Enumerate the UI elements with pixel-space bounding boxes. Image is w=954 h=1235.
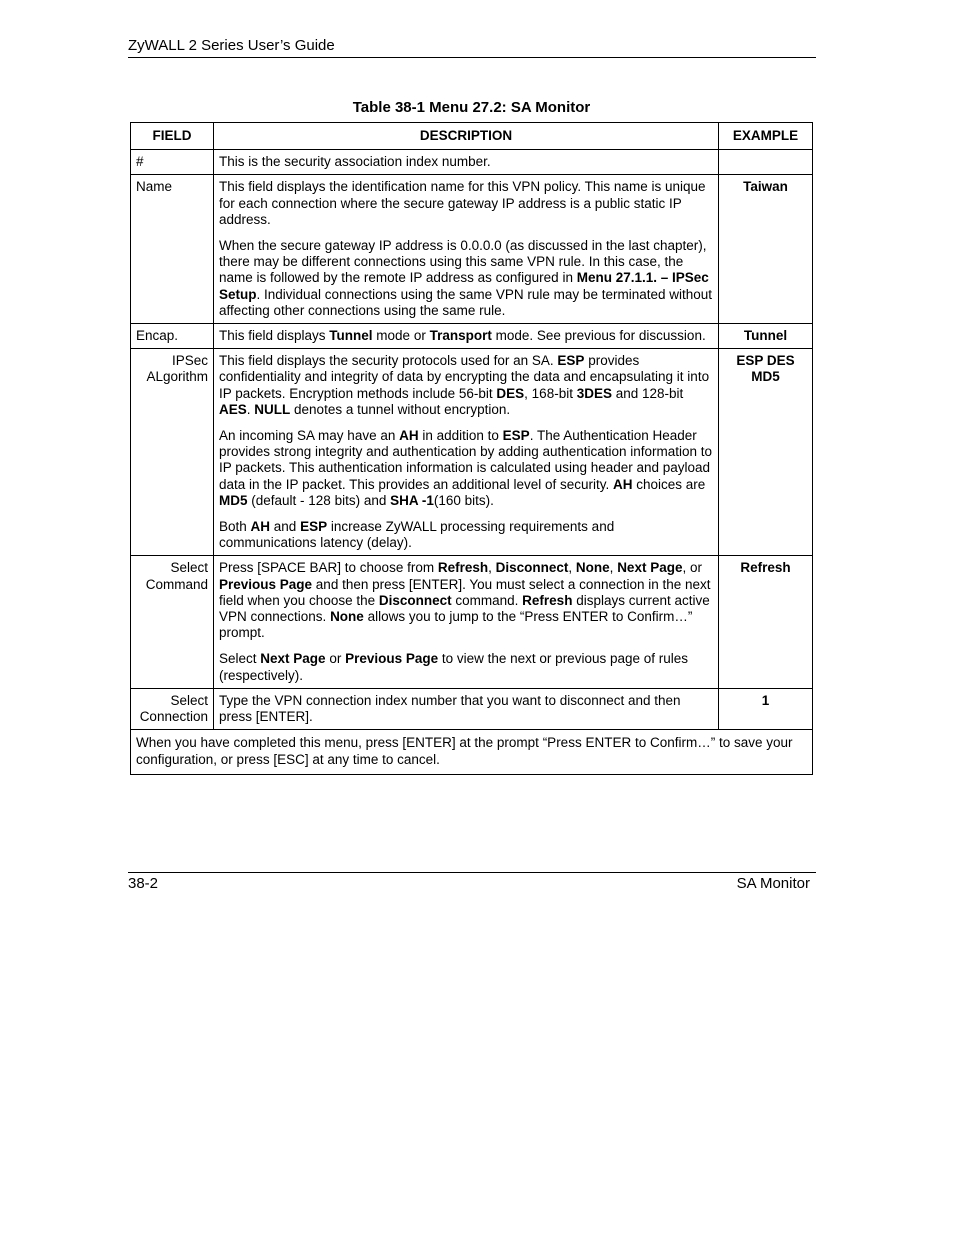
table-row: [131, 688, 813, 729]
description-text: When the secure gateway IP address is 0.0.0.0 (as discussed in the last chapter), there may be different connections using this same VPN rule. In this case, the name is followed by the remote IP address as configured in Menu 27.1.1. – IPSec Setup. Individual connections using the same VPN rule may be terminated without affecting other connections using the same rule.: [219, 238, 713, 318]
example-cell: Tunnel: [719, 324, 813, 349]
footer-section-title: SA Monitor: [736, 875, 810, 892]
example-cell: [719, 150, 813, 175]
example-cell: ESP DES MD5: [719, 349, 813, 556]
table-row: [131, 349, 813, 556]
description-text: Both AH and ESP increase ZyWALL processing requirements and communications latency (delay).: [219, 519, 615, 551]
column-header-example: EXAMPLE: [719, 123, 813, 150]
description-text: This field displays Tunnel mode or Transport mode. See previous for discussion.: [219, 328, 706, 344]
column-header-field: FIELD: [131, 123, 214, 150]
field-cell: Select Command: [131, 556, 214, 688]
field-cell: Encap.: [131, 324, 214, 349]
description-text: This field displays the identification name for this VPN policy. This name is unique for each connection where the secure gateway IP address is a public static IP address.: [219, 179, 706, 227]
field-cell: Name: [131, 175, 214, 324]
table-caption: Table 38-1 Menu 27.2: SA Monitor: [352, 99, 591, 116]
table-note: When you have completed this menu, press [ENTER] at the prompt “Press ENTER to Confirm…” to save your configuration, or press [ESC] at any time to cancel.: [131, 730, 813, 774]
table-row: [131, 175, 813, 324]
table-row: [131, 150, 813, 175]
description-cell: [214, 150, 719, 175]
field-cell: #: [131, 150, 214, 175]
column-header-description: DESCRIPTION: [214, 123, 719, 150]
field-cell: Select Connection: [131, 688, 214, 729]
description-text: This field displays the security protocols used for an SA. ESP provides confidentiality and integrity of data by encrypting the data and encapsulating it into IP packets. Encryption methods include 56-bit DES, 168-bit 3DES and 128-bit AES. NULL denotes a tunnel without encryption.: [219, 353, 710, 417]
footer-divider: [128, 872, 816, 873]
table-row: [131, 324, 813, 349]
example-cell: Refresh: [719, 556, 813, 688]
description-cell: [214, 688, 719, 729]
description-text: This is the security association index number.: [219, 154, 491, 170]
description-text: Press [SPACE BAR] to choose from Refresh, Disconnect, None, Next Page, or Previous Page and then press [ENTER]. You must select a connection in the next field when you choose the Disconnect command. Refresh displays current active VPN connections. None allows you to jump to the “Press ENTER to Confirm…” prompt.: [219, 560, 711, 641]
example-cell: 1: [719, 688, 813, 729]
example-cell: Taiwan: [719, 175, 813, 324]
page-number: 38-2: [128, 875, 159, 892]
description-text: Type the VPN connection index number that you want to disconnect and then press [ENTER].: [219, 692, 681, 725]
table-note-row: [131, 730, 813, 774]
running-header: ZyWALL 2 Series User’s Guide: [128, 37, 816, 58]
table-row: [131, 556, 813, 688]
description-text: Select Next Page or Previous Page to view the next or previous page of rules (respectively).: [219, 651, 689, 683]
table-header-row: [131, 123, 813, 150]
description-cell: [214, 324, 719, 349]
description-cell: [214, 349, 719, 556]
description-cell: [214, 556, 719, 688]
description-text: An incoming SA may have an AH in addition to ESP. The Authentication Header provides strong integrity and authentication by adding authentication information to IP packets. This authentication information is calculated using header and payload data in the IP packet. This provides an additional level of security. AH choices are MD5 (default - 128 bits) and SHA -1(160 bits).: [219, 428, 713, 508]
description-cell: [214, 175, 719, 324]
sa-monitor-table: [130, 122, 813, 775]
field-cell: IPSec ALgorithm: [131, 349, 214, 556]
